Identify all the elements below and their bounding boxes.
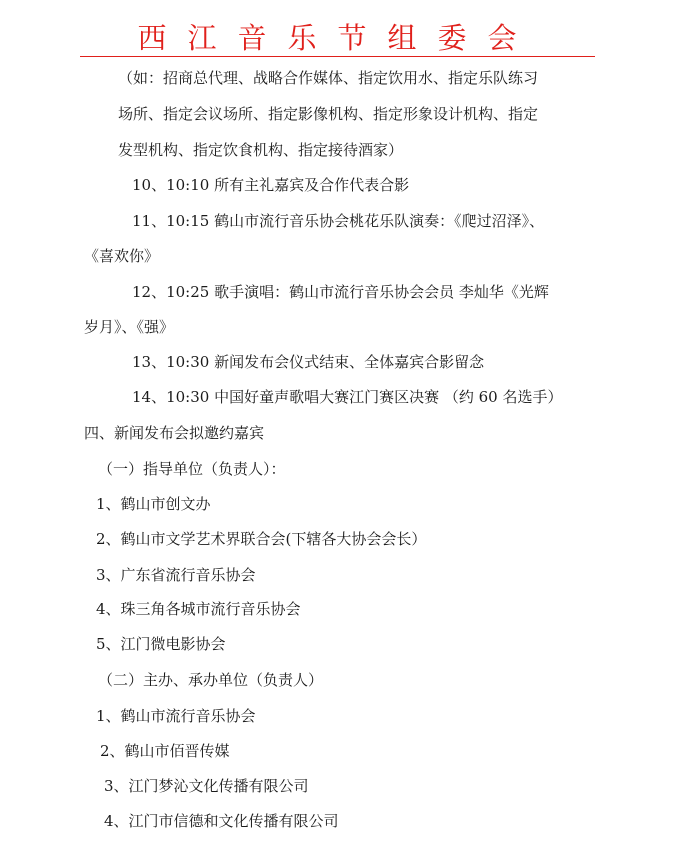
program-item: 10、10:10 所有主礼嘉宾及合作代表合影 <box>132 176 410 194</box>
body-line: 发型机构、指定饮食机构、指定接待酒家） <box>118 141 404 159</box>
section-heading: 四、新闻发布会拟邀约嘉宾 <box>84 424 265 442</box>
body-line: 场所、指定会议场所、指定影像机构、指定形象设计机构、指定 <box>118 105 539 123</box>
program-item-continuation: 岁月》、《强》 <box>84 318 175 336</box>
program-item: 12、10:25 歌手演唱：鹤山市流行音乐协会会员 李灿华《光辉 <box>132 283 549 301</box>
letterhead-divider <box>80 56 595 57</box>
list-item: 1、鹤山市流行音乐协会 <box>96 707 256 725</box>
list-item: 3、广东省流行音乐协会 <box>96 566 256 584</box>
subsection-heading: （一）指导单位（负责人）： <box>98 460 286 478</box>
program-item-continuation: 《喜欢你》 <box>84 247 160 265</box>
list-item: 2、鹤山市文学艺术界联合会(下辖各大协会会长） <box>96 530 427 548</box>
program-item: 11、10:15 鹤山市流行音乐协会桃花乐队演奏：《爬过沼泽》、 <box>132 212 545 230</box>
list-item: 3、江门梦沁文化传播有限公司 <box>104 777 309 795</box>
letterhead-title: 西江音乐节组委会 <box>137 21 538 55</box>
list-item: 5、江门微电影协会 <box>96 635 226 653</box>
list-item: 4、江门市信德和文化传播有限公司 <box>104 812 339 830</box>
list-item: 4、珠三角各城市流行音乐协会 <box>96 600 301 618</box>
body-line: （如：招商总代理、战略合作媒体、指定饮用水、指定乐队练习 <box>118 69 539 87</box>
subsection-heading: （二）主办、承办单位（负责人） <box>98 671 324 689</box>
program-item: 14、10:30 中国好童声歌唱大赛江门赛区决赛 （约 60 名选手） <box>132 388 563 406</box>
list-item: 1、鹤山市创文办 <box>96 495 211 513</box>
program-item: 13、10:30 新闻发布会仪式结束、全体嘉宾合影留念 <box>132 353 485 371</box>
list-item: 2、鹤山市佰晋传媒 <box>100 742 230 760</box>
